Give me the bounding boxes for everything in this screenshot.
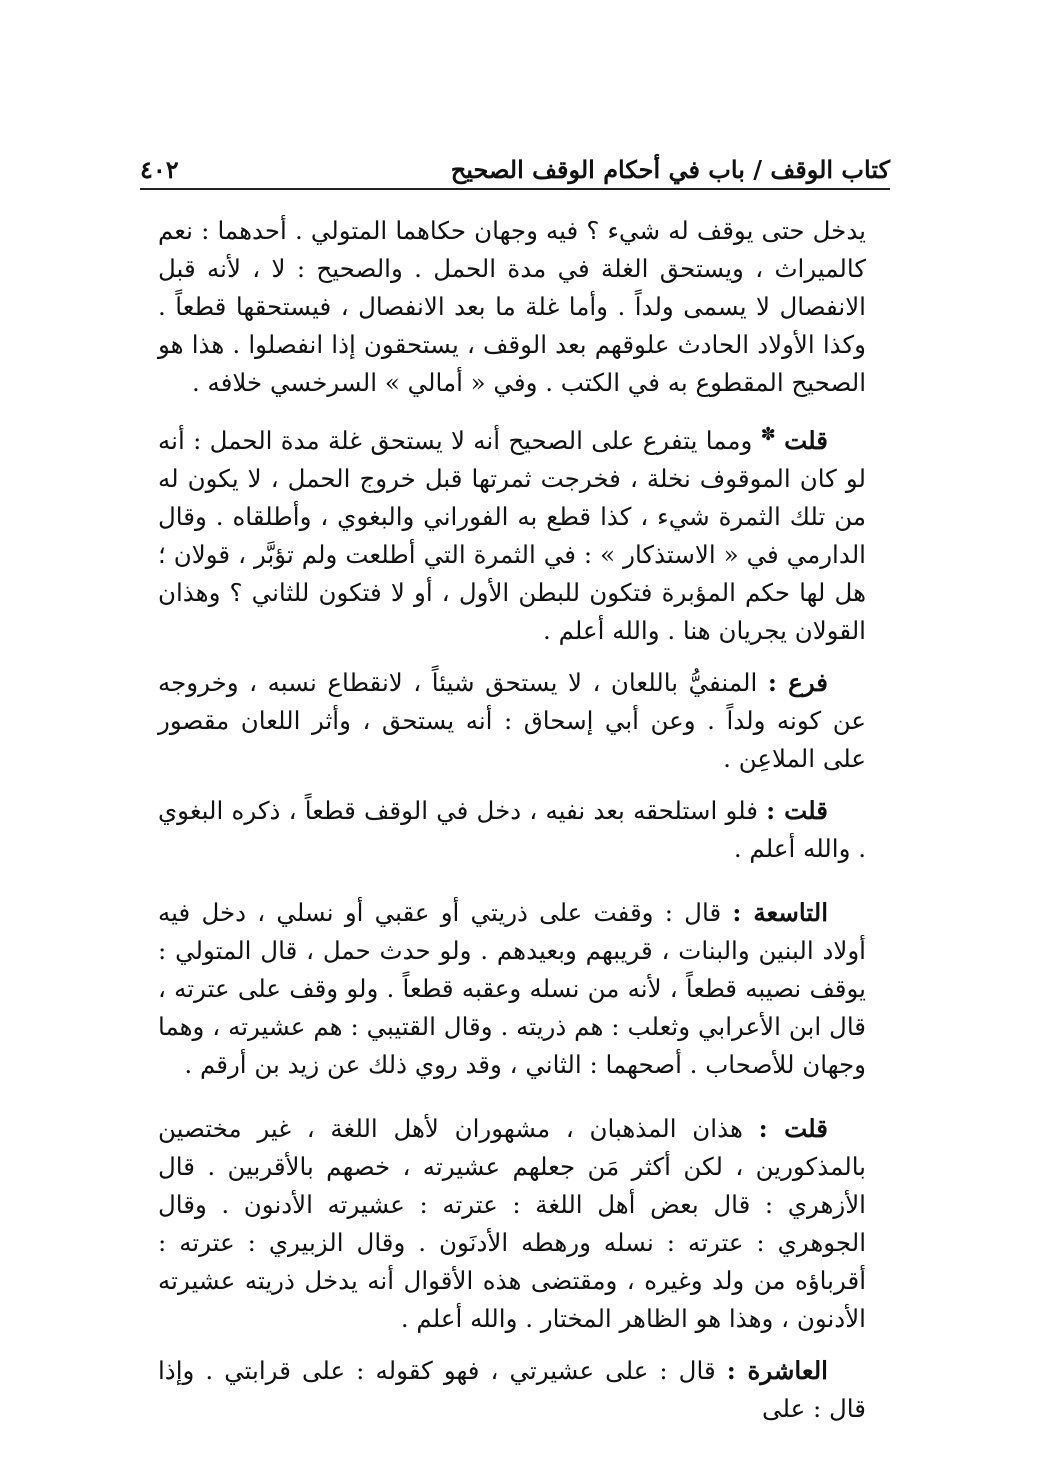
paragraph-qult-1 (158, 416, 866, 650)
paragraph-lead: العاشرة : (726, 1356, 828, 1386)
paragraph-tenth (158, 1352, 866, 1428)
paragraph-text: قال : وقفت على ذريتي أو عقبي أو نسلي ، دخل فيه أولاد البنين والبنات ، قريبهم وبعيدهم . ولو حدث حمل ، قال المتولي : يوقف نصيبه قطعاً ، لأنه من نسله وعقبه قطعاً . ولو وقف على عترته ، قال ابن الأعرابي وثعلب : هم ذريته . وقال القتيبي : هم عشيرته ، وهما وجهان للأصحاب . أصحهما : الثاني ، وقد روي ذلك عن زيد بن أرقم . (158, 898, 866, 1080)
paragraph-qult-2 (158, 792, 866, 868)
paragraph-ninth (158, 894, 866, 1084)
paragraph-lead: التاسعة : (732, 898, 829, 928)
paragraph-lead: قلت : (758, 1114, 828, 1144)
ornament-icon: ✽ (760, 424, 776, 445)
paragraph-text: قال : على عشيرتي ، فهو كقوله : على قرابتي . وإذا قال : على (158, 1356, 866, 1424)
running-header (140, 150, 890, 190)
paragraph-lead: فرع : (767, 668, 829, 698)
paragraph-text: المنفيُّ باللعان ، لا يستحق شيئاً ، لانقطاع نسبه ، وخروجه عن كونه ولداً . وعن أبي إسحاق : أنه يستحق ، وأثر اللعان مقصور على الملاعِن . (158, 668, 866, 774)
header-title: كتاب الوقف / باب في أحكام الوقف الصحيح (450, 155, 890, 184)
paragraph-text: هذان المذهبان ، مشهوران لأهل اللغة ، غير مختصين بالمذكورين ، لكن أكثر مَن جعلهم عشيرته ، خصهم بالأقربين . قال الأزهري : قال بعض أهل اللغة : عترته : عشيرته الأدنون . وقال الجوهري : عترته : نسله ورهطه الأدنَون . وقال الزبيري : عترته : أقرباؤه من ولد وغيره ، ومقتضى هذه الأقوال أنه يدخل ذريته عشيرته الأدنون ، وهذا هو الظاهر المختار . والله أعلم . (158, 1114, 866, 1334)
paragraph-lead: قلت : (766, 796, 828, 826)
main-text (158, 212, 866, 1442)
paragraph-text: فلو استلحقه بعد نفيه ، دخل في الوقف قطعاً ، ذكره البغوي . والله أعلم . (158, 796, 866, 864)
paragraph-lead: قلت (784, 426, 828, 456)
page-number: ٤٠٢ (140, 155, 179, 184)
paragraph-text: يدخل حتى يوقف له شيء ؟ فيه وجهان حكاهما المتولي . أحدهما : نعم كالميراث ، ويستحق الغلة في مدة الحمل . والصحيح : لا ، لأنه قبل الانفصال لا يسمى ولداً . وأما غلة ما بعد الانفصال ، فيستحقها قطعاً . وكذا الأولاد الحادث علوقهم بعد الوقف ، يستحقون إذا انفصلوا . هذا هو الصحيح المقطوع به في الكتب . وفي « أمالي » السرخسي خلافه . (158, 216, 866, 397)
paragraph-far (158, 664, 866, 778)
paragraph-text: ومما يتفرع على الصحيح أنه لا يستحق غلة مدة الحمل : أنه لو كان الموقوف نخلة ، فخرجت ثمرتها قبل خروج الحمل ، لا يكون له من تلك الثمرة شيء ، كذا قطع به الفوراني والبغوي ، وأطلقاه . وقال الدارمي في « الاستذكار » : في الثمرة التي أطلعت ولم تؤبَّر ، قولان ؛ هل لها حكم المؤبرة فتكون للبطن الأول ، أو لا فتكون للثاني ؟ وهذان القولان يجريان هنا . والله أعلم . (158, 426, 866, 646)
paragraph-continuation (158, 212, 866, 402)
paragraph-qult-3 (158, 1110, 866, 1338)
